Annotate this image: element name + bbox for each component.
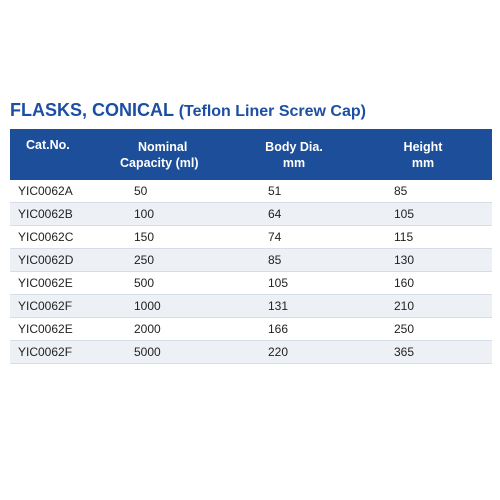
header-capacity-line1: Nominal [138, 139, 188, 154]
header-height-line2: mm [411, 155, 435, 170]
cell-capacity: 250 [120, 249, 234, 272]
cell-height: 130 [354, 249, 492, 272]
cell-height: 365 [354, 341, 492, 364]
table-row [10, 272, 492, 295]
cell-height: 160 [354, 272, 492, 295]
cell-height: 250 [354, 318, 492, 341]
title-subtitle: (Teflon Liner Screw Cap) [178, 103, 366, 120]
cell-capacity: 150 [120, 226, 234, 249]
cell-height: 210 [354, 295, 492, 318]
cell-capacity: 50 [120, 180, 234, 203]
cell-cat-no: YIC0062E [10, 318, 120, 341]
table-body [10, 180, 492, 364]
header-cat-no-label: Cat.No. [26, 138, 70, 152]
header-height [354, 129, 492, 180]
cell-cat-no: YIC0062F [10, 341, 120, 364]
cell-capacity: 5000 [120, 341, 234, 364]
cell-body-dia: 74 [234, 226, 354, 249]
cell-height: 115 [354, 226, 492, 249]
header-body-dia [234, 129, 354, 180]
cell-height: 85 [354, 180, 492, 203]
table-row [10, 226, 492, 249]
title-main: FLASKS, CONICAL [10, 100, 174, 120]
cell-body-dia: 166 [234, 318, 354, 341]
cell-capacity: 1000 [120, 295, 234, 318]
cell-cat-no: YIC0062F [10, 295, 120, 318]
header-capacity-line2: Capacity (ml) [120, 155, 199, 170]
cell-capacity: 100 [120, 203, 234, 226]
cell-body-dia: 51 [234, 180, 354, 203]
cell-height: 105 [354, 203, 492, 226]
table-row [10, 180, 492, 203]
header-height-line1: Height [403, 139, 443, 154]
flask-spec-table [10, 129, 492, 364]
page-title [10, 100, 366, 121]
cell-cat-no: YIC0062A [10, 180, 120, 203]
table-row [10, 341, 492, 364]
header-cat-no [10, 129, 120, 180]
table-row [10, 318, 492, 341]
header-body-dia-line2: mm [282, 155, 306, 170]
cell-body-dia: 85 [234, 249, 354, 272]
cell-cat-no: YIC0062D [10, 249, 120, 272]
table-row [10, 249, 492, 272]
header-body-dia-line1: Body Dia. [265, 139, 323, 154]
cell-capacity: 2000 [120, 318, 234, 341]
cell-body-dia: 220 [234, 341, 354, 364]
cell-body-dia: 64 [234, 203, 354, 226]
table-row [10, 203, 492, 226]
cell-cat-no: YIC0062E [10, 272, 120, 295]
header-capacity [120, 129, 234, 180]
cell-cat-no: YIC0062B [10, 203, 120, 226]
cell-cat-no: YIC0062C [10, 226, 120, 249]
table-row [10, 295, 492, 318]
table-header [10, 129, 492, 180]
cell-body-dia: 131 [234, 295, 354, 318]
cell-body-dia: 105 [234, 272, 354, 295]
cell-capacity: 500 [120, 272, 234, 295]
table-header-row [10, 129, 492, 180]
